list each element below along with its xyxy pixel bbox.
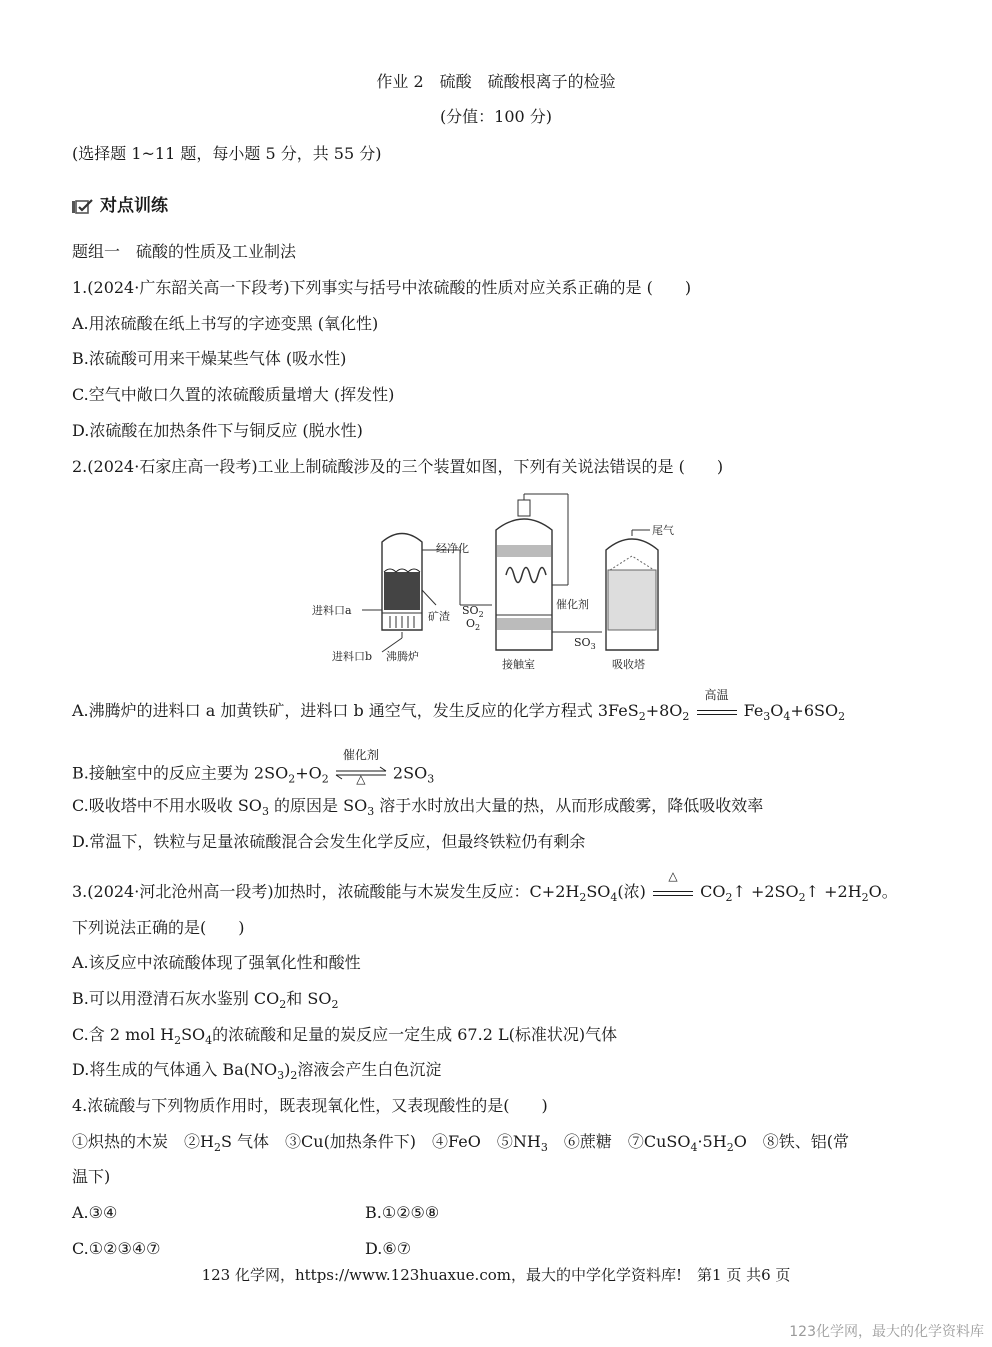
slag-label: 矿渣	[428, 610, 450, 623]
absorption-tower	[606, 530, 658, 650]
q1-stem: 1.(2024·广东韶关高一下段考)下列事实与括号中浓硫酸的性质对应关系正确的是 ( )	[72, 278, 692, 297]
purify-label: 经净化	[436, 542, 469, 555]
q2-option-a: A.沸腾炉的进料口 a 加黄铁矿，进料口 b 通空气，发生反应的化学方程式 $3FeS_2+8O_2$ 高温 $Fe_3O_4+6SO_2$	[72, 687, 846, 724]
q2-option-c: C.吸收塔中不用水吸收 $SO_3$ 的原因是 $SO_3$ 溶于水时放出大量的热，从而形成酸雾，降低吸收效率	[72, 796, 764, 819]
score-note: (分值：100 分)	[439, 107, 553, 126]
q4-items-cont: 温下)	[72, 1167, 111, 1186]
inlet-a-label: 进料口a	[312, 604, 352, 617]
q4-option-a: A.③④	[72, 1203, 118, 1222]
equals-arrow: △	[651, 886, 695, 900]
q3-option-a: A.该反应中浓硫酸体现了强氧化性和酸性	[72, 953, 361, 972]
inlet-b-label: 进料口b	[332, 650, 373, 663]
group-label: 题组一 硫酸的性质及工业制法	[72, 242, 297, 261]
checklist-icon	[72, 199, 94, 215]
boiling-furnace	[362, 534, 492, 653]
q3-option-b: B.可以用澄清石灰水鉴别 $CO_2$和 $SO_2$	[72, 989, 339, 1012]
so3-label: $SO_3$	[574, 636, 596, 651]
q4-option-d: D.⑥⑦	[365, 1239, 412, 1258]
q1-option-a: A.用浓硫酸在纸上书写的字迹变黑 (氧化性)	[72, 314, 379, 333]
furnace-label: 沸腾炉	[386, 650, 419, 663]
q4-items: ①炽热的木炭 $②H_2S$ 气体 ③Cu(加热条件下) ④FeO $⑤NH_3$ ⑥蔗糖 $⑦CuSO_4\cdot 5H_2O$ ⑧铁、铝(常	[72, 1132, 850, 1155]
section-label: 对点训练	[100, 196, 168, 216]
q1-option-d: D.浓硫酸在加热条件下与铜反应 (脱水性)	[72, 421, 363, 440]
contact-chamber	[496, 494, 602, 650]
contact-chamber-label: 接触室	[502, 658, 535, 670]
q1-option-b: B.浓硫酸可用来干燥某些气体 (吸水性)	[72, 349, 347, 368]
q3-stem-cont: 下列说法正确的是( )	[72, 918, 245, 937]
q4-stem: 4.浓硫酸与下列物质作用时，既表现氧化性，又表现酸性的是( )	[72, 1096, 548, 1115]
q2-stem: 2.(2024·石家庄高一段考)工业上制硫酸涉及的三个装置如图，下列有关说法错误的是 ( )	[72, 457, 724, 476]
reversible-arrow: 催化剂 △	[334, 763, 388, 785]
q2-option-b: B.接触室中的反应主要为 $2SO_2+O_2$ 催化剂 △ $2SO_3$	[72, 748, 435, 786]
q3-option-d: D.将生成的气体通入 $Ba(NO_3)_2$溶液会产生白色沉淀	[72, 1060, 442, 1083]
page-title: 作业 2 硫酸 硫酸根离子的检验	[376, 72, 616, 91]
absorber-label: 吸收塔	[612, 658, 645, 670]
so2-label: $SO_2$	[462, 604, 484, 619]
q1-option-c: C.空气中敞口久置的浓硫酸质量增大 (挥发性)	[72, 385, 395, 404]
q3-stem: 3.(2024·河北沧州高一段考)加热时，浓硫酸能与木炭发生反应：$C+2H_2SO_4$(浓) △ $CO_2↑$ $+2SO_2↑ +2H_2O$。	[72, 868, 898, 905]
q4-option-b: B.①②⑤⑧	[365, 1203, 440, 1222]
section-header	[72, 198, 168, 215]
q4-option-c: C.①②③④⑦	[72, 1239, 161, 1258]
sulfuric-acid-process-diagram	[310, 490, 690, 670]
page-footer: 123 化学网，https://www.123huaxue.com，最大的中学化学资料库! 第1 页 共6 页	[201, 1266, 791, 1284]
equals-arrow: 高温	[695, 705, 739, 719]
tail-gas-label: 尾气	[652, 524, 674, 537]
catalyst-label: 催化剂	[556, 598, 589, 611]
instruction: (选择题 1~11 题，每小题 5 分，共 55 分)	[72, 144, 382, 163]
q2-option-d: D.常温下，铁粒与足量浓硫酸混合会发生化学反应，但最终铁粒仍有剩余	[72, 832, 586, 851]
o2-label: $O_2$	[466, 617, 481, 632]
q3-option-c: C.含 2 mol $H_2SO_4$的浓硫酸和足量的炭反应一定生成 67.2 L(标准状况)气体	[72, 1025, 618, 1048]
watermark: 123化学网，最大的化学资料库	[789, 1324, 984, 1340]
